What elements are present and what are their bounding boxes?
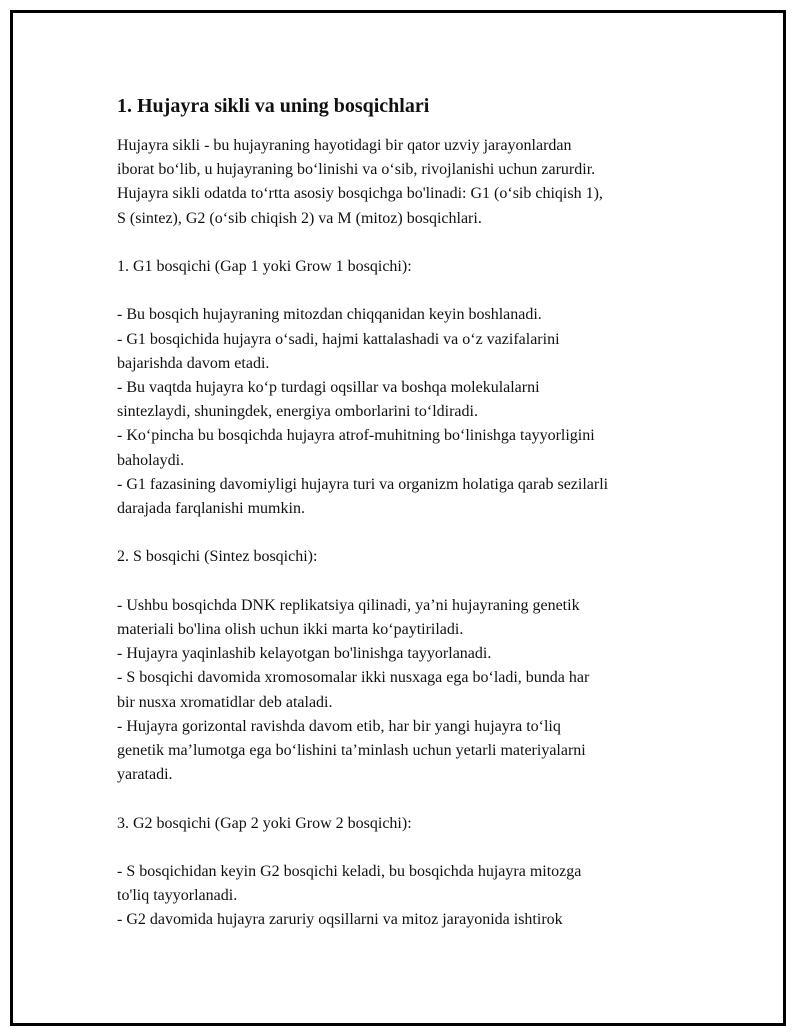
text-line: iborat bo‘lib, u hujayraning bo‘linishi va o‘sib, rivojlanishi uchun zarurdir. [117,161,596,179]
text-line: 2. S bosqichi (Sintez bosqichi): [117,548,318,566]
text-line: yaratadi. [117,766,173,784]
text-line: Hujayra sikli odatda to‘rtta asosiy bosqichga bo'linadi: G1 (o‘sib chiqish 1), [117,185,603,203]
text-line: - Hujayra gorizontal ravishda davom etib, har bir yangi hujayra to‘liq [117,717,561,735]
text-line: - Ko‘pincha bu bosqichda hujayra atrof-muhitning bo‘linishga tayyorligini [117,427,595,445]
blank-line [117,231,717,255]
blank-line [117,836,717,860]
text-line: - G2 davomida hujayra zaruriy oqsillarni va mitoz jarayonida ishtirok [117,911,563,929]
text-line: materiali bo'lina olish uchun ikki marta ko‘paytiriladi. [117,621,464,638]
text-line: darajada farqlanishi mumkin. [117,500,305,518]
text-line: - Hujayra yaqinlashib kelayotgan bo'linishga tayyorlanadi. [117,645,492,663]
text-line: 1. G1 bosqichi (Gap 1 yoki Grow 1 bosqichi): [117,258,412,275]
text-line: - S bosqichi davomida xromosomalar ikki nusxaga ega bo‘ladi, bunda har [117,669,590,687]
blank-line [117,279,717,303]
text-line: S (sintez), G2 (o‘sib chiqish 2) va M (mitoz) bosqichlari. [117,209,482,227]
text-line: - G1 fazasining davomiyligi hujayra turi va organizm holatiga qarab sezilarli [117,475,609,493]
text-line: Hujayra sikli - bu hujayraning hayotidagi bir qator uzviy jarayonlardan [117,137,572,154]
text-line: bajarishda davom etadi. [117,354,270,372]
text-line: bir nusxa xromatidlar deb ataladi. [117,693,333,711]
text-line: - Bu bosqich hujayraning mitozdan chiqqanidan keyin boshlanadi. [117,306,542,324]
text-line: - Ushbu bosqichda DNK replikatsiya qilinadi, ya’ni hujayraning genetik [117,596,580,614]
text-line: to'liq tayyorlanadi. [117,887,238,905]
blank-line [117,787,717,811]
blank-line [117,521,717,545]
text-line: sintezlaydi, shuningdek, energiya omborlarini to‘ldiradi. [117,403,478,421]
document-body [117,92,717,933]
text-line: - G1 bosqichida hujayra o‘sadi, hajmi kattalashadi va o‘z vazifalarini [117,330,560,348]
text-line: - Bu vaqtda hujayra ko‘p turdagi oqsillar va boshqa molekulalarni [117,379,540,396]
blank-line [117,570,717,594]
document-text [117,134,717,933]
text-line: 3. G2 bosqichi (Gap 2 yoki Grow 2 bosqichi): [117,814,412,832]
text-line: genetik ma’lumotga ega bo‘lishini ta’minlash uchun yetarli materiyalarni [117,742,586,760]
text-line: - S bosqichidan keyin G2 bosqichi keladi, bu bosqichda hujayra mitozga [117,863,582,880]
document-title: 1. Hujayra sikli va uning bosqichlari [117,95,430,117]
text-line: baholaydi. [117,451,185,469]
